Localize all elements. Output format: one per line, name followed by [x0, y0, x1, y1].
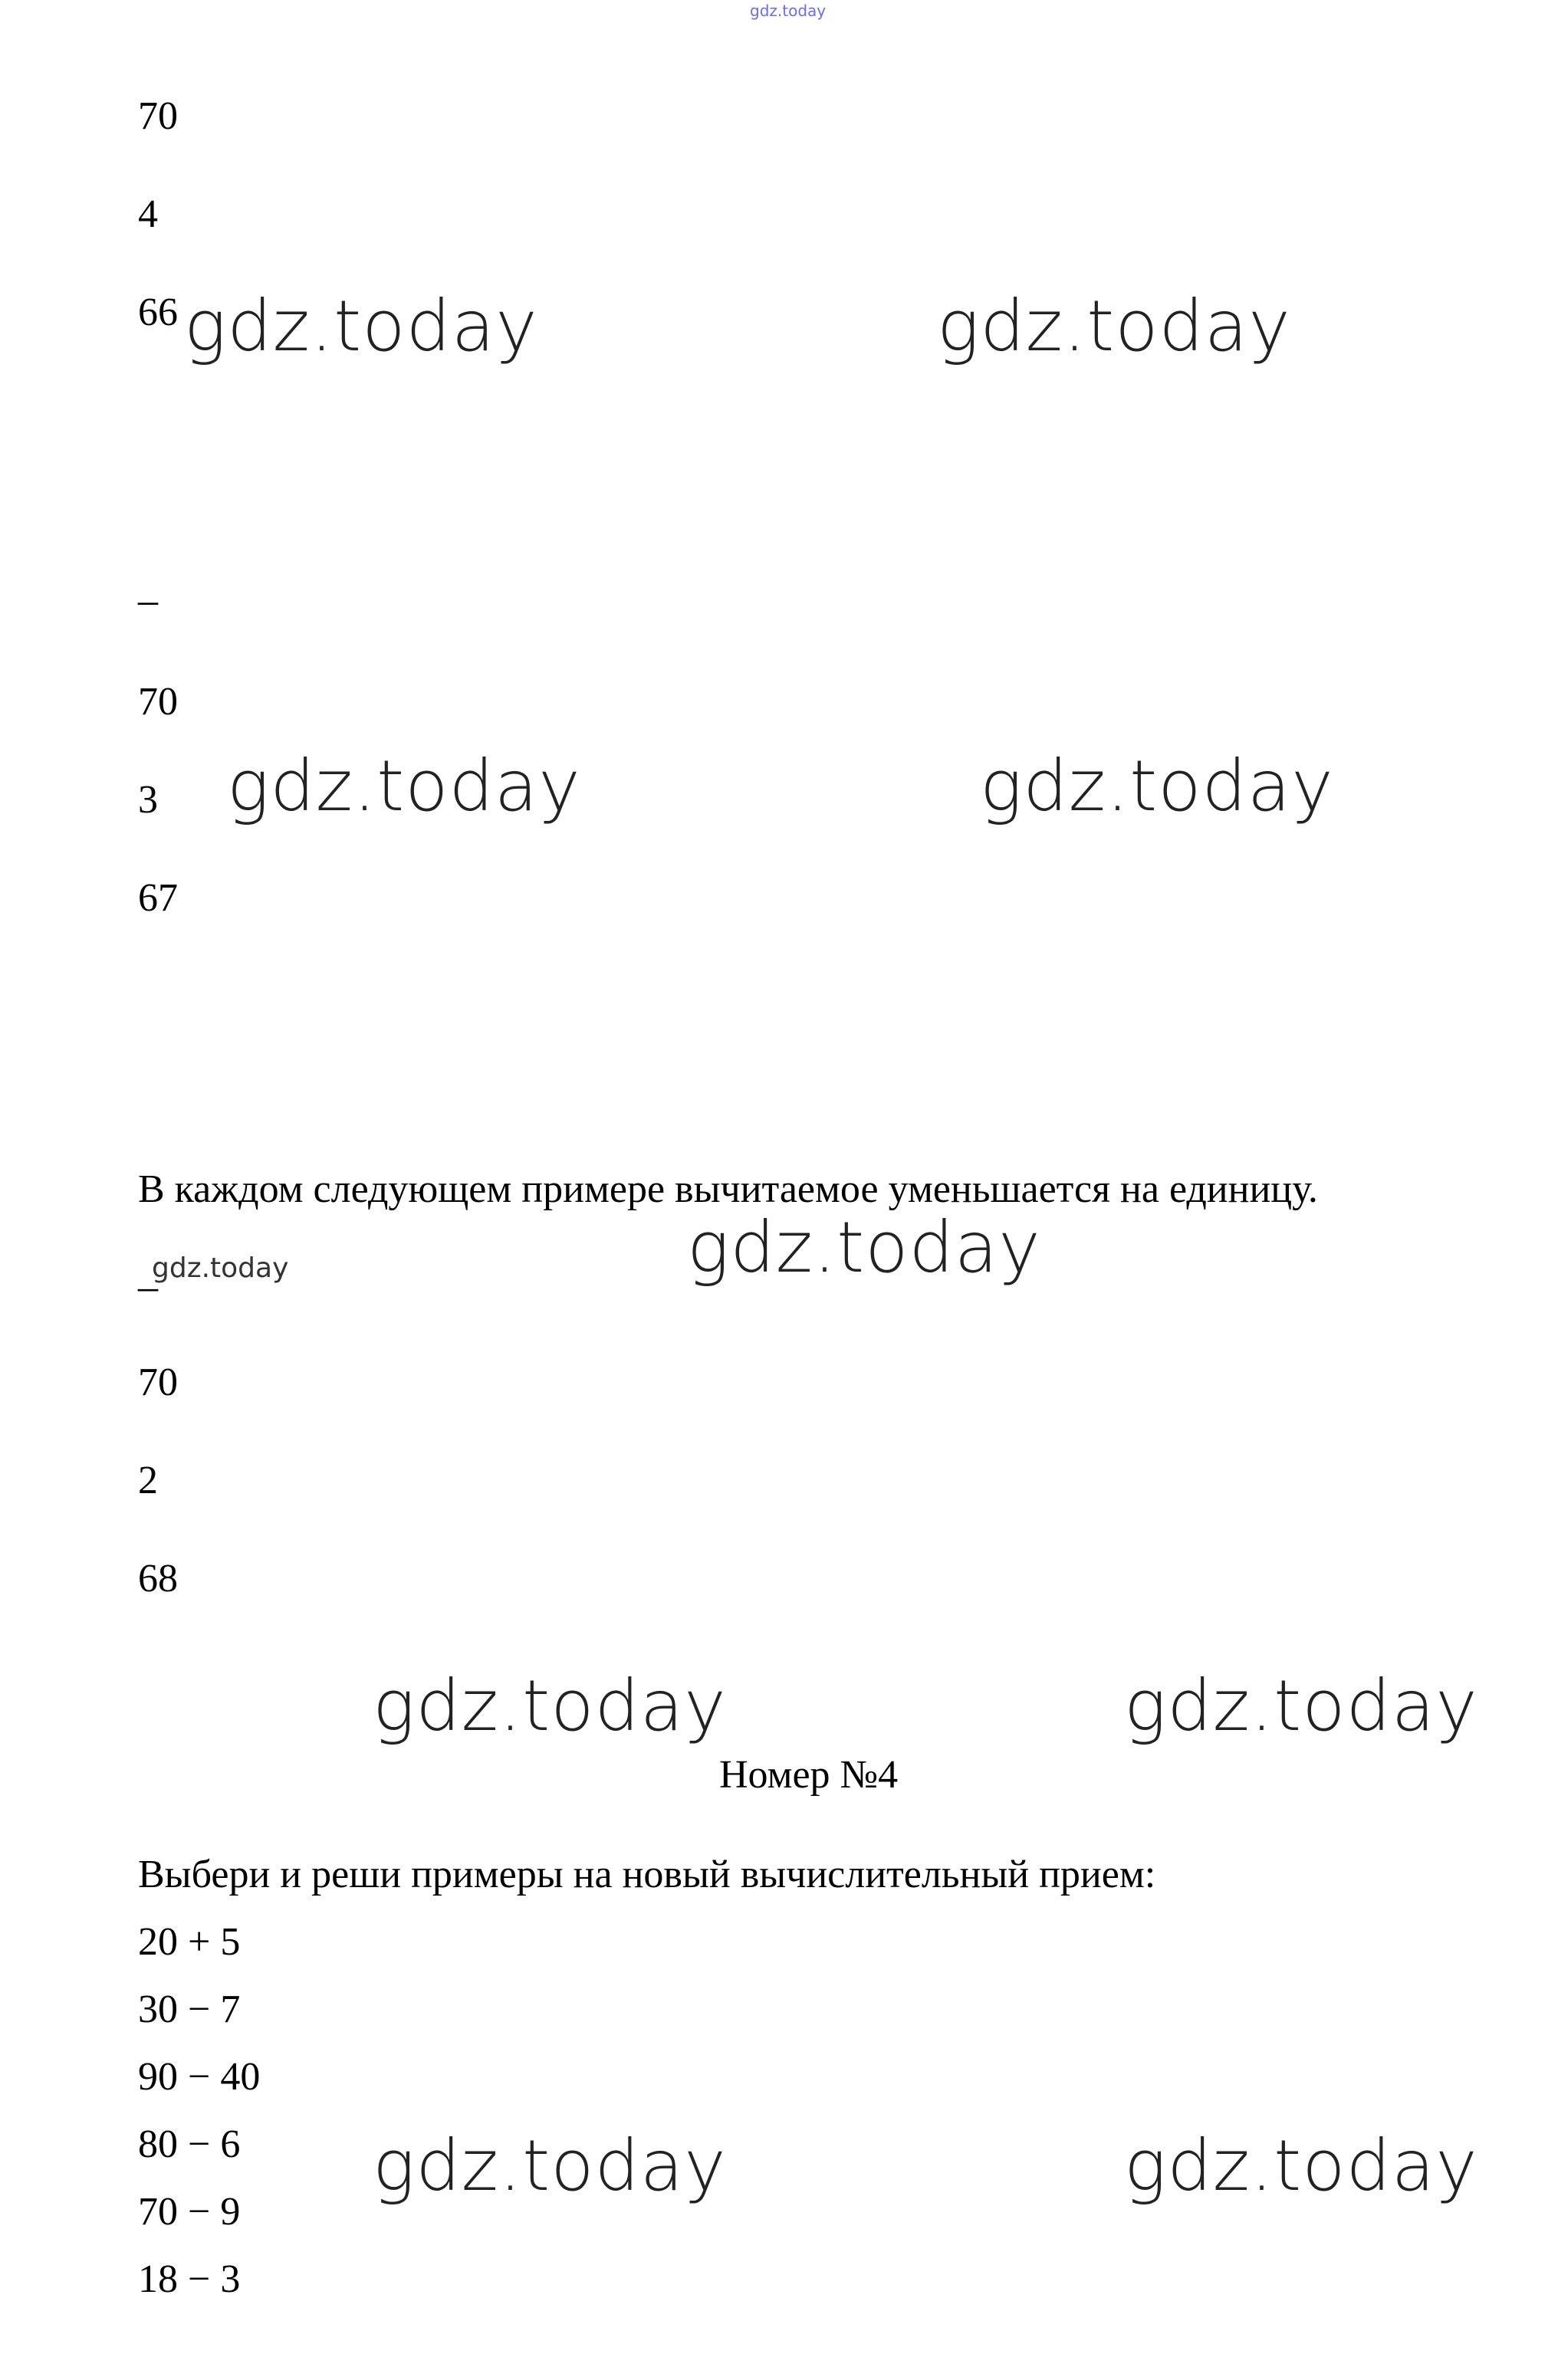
result-3: 68 [138, 1557, 178, 1600]
minuend-3: 70 [138, 1361, 178, 1404]
minuend-2: 70 [138, 680, 178, 724]
example-item: 90 − 40 [138, 2055, 261, 2099]
minus-sign-3: _ [138, 1252, 158, 1295]
explanation-text: В каждом следующем примере вычитаемое уменьшается на единицу. [138, 1167, 1318, 1211]
watermark: gdz.today [373, 1665, 727, 1747]
top-watermark: gdz.today [750, 2, 827, 20]
watermark: gdz.today [373, 2125, 727, 2207]
subtrahend-3: 2 [138, 1459, 158, 1502]
result-2: 67 [138, 876, 178, 920]
example-item: 80 − 6 [138, 2122, 241, 2166]
subtrahend-2: 3 [138, 778, 158, 822]
example-item: 18 − 3 [138, 2257, 241, 2301]
example-item: 30 − 7 [138, 1988, 241, 2031]
watermark: gdz.today [980, 745, 1334, 827]
result-1: 66 [138, 291, 178, 334]
watermark: gdz.today [687, 1206, 1041, 1288]
minus-sign-2: – [138, 579, 158, 622]
example-item: 20 + 5 [138, 1920, 241, 1964]
example-item: 70 − 9 [138, 2190, 241, 2234]
watermark-small: gdz.today [152, 1252, 289, 1284]
minuend-1: 70 [138, 94, 178, 138]
watermark: gdz.today [937, 285, 1291, 367]
section-title: Номер №4 [719, 1753, 899, 1797]
watermark: gdz.today [227, 745, 581, 827]
task-text: Выбери и реши примеры на новый вычислительный прием: [138, 1853, 1156, 1896]
watermark: gdz.today [1124, 1665, 1478, 1747]
watermark: gdz.today [184, 285, 538, 367]
watermark: gdz.today [1124, 2125, 1478, 2207]
subtrahend-1: 4 [138, 192, 158, 236]
